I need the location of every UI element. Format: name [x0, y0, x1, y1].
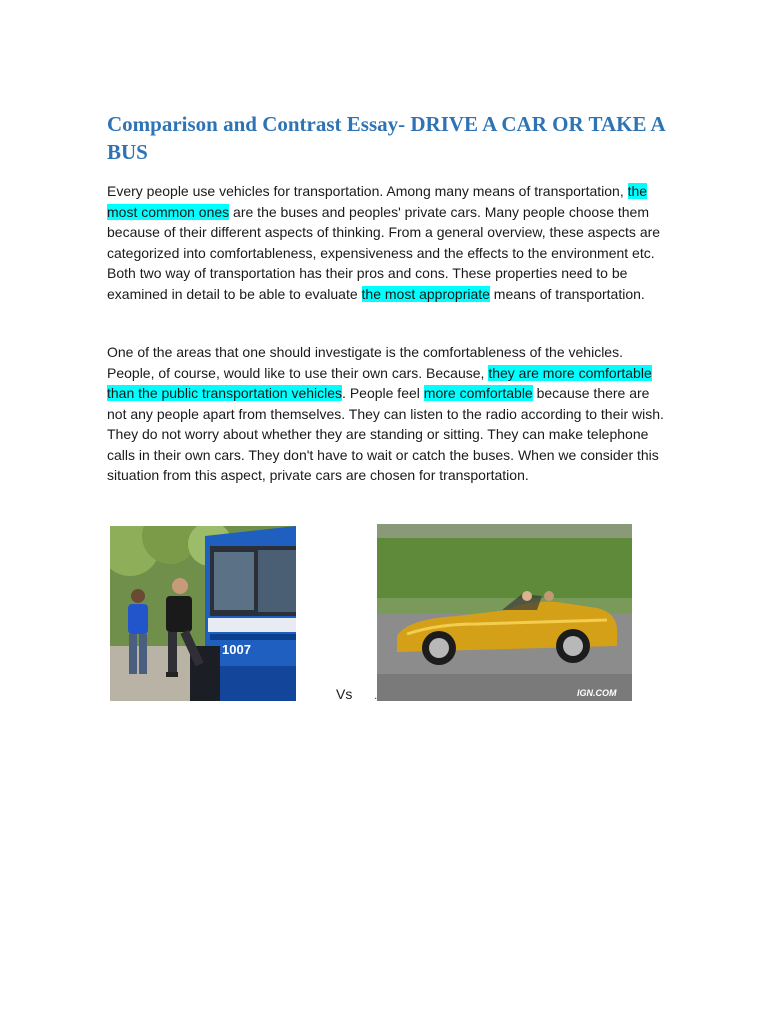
ign-watermark: IGN.COM: [577, 688, 617, 698]
car-photo: [377, 524, 632, 701]
highlighted-text: the most common ones: [107, 183, 648, 220]
highlighted-text: more comfortable: [423, 385, 533, 401]
car-illustration: [377, 524, 632, 701]
paragraph-comfort: [107, 342, 667, 486]
paragraph-text: means of transportation.: [489, 285, 645, 302]
paragraph-text: One of the areas that one should investigate is the comfortableness of the vehicles. People, of course, would like to use their own cars. Because,: [107, 344, 623, 381]
essay-title: Comparison and Contrast Essay- DRIVE A CAR OR TAKE A BUS: [107, 112, 665, 164]
paragraph-intro: [107, 181, 667, 304]
highlighted-text: the most appropriate: [361, 285, 490, 302]
vs-label: Vs: [336, 686, 353, 702]
paragraph-text: . People feel: [342, 385, 424, 401]
bus-photo: [110, 526, 296, 701]
stray-mark: .: [374, 688, 378, 702]
highlighted-text: they are more comfortable than the public transportation vehicles: [107, 364, 652, 401]
bus-illustration: [110, 526, 296, 701]
bus-number: 1007: [222, 642, 251, 657]
paragraph-text: are the buses and peoples' private cars. Many people choose them because of their different aspects of thinking. From a general overview, these aspects are categorized into comfortableness, expensiveness and the effects to the environment etc. Both two way of transportation has their pros and cons. These properties need to be examined in detail to be able to evaluate: [107, 203, 661, 302]
paragraph-text: because there are not any people apart from themselves. They can listen to the radio according to their wish. They do not worry about whether they are standing or sitting. They can make telephone calls in their own cars. They don't have to wait or catch the buses. When we consider this situation from this aspect, private cars are chosen for transportation.: [107, 385, 664, 483]
paragraph-text: Every people use vehicles for transportation. Among many means of transportation,: [107, 183, 628, 199]
